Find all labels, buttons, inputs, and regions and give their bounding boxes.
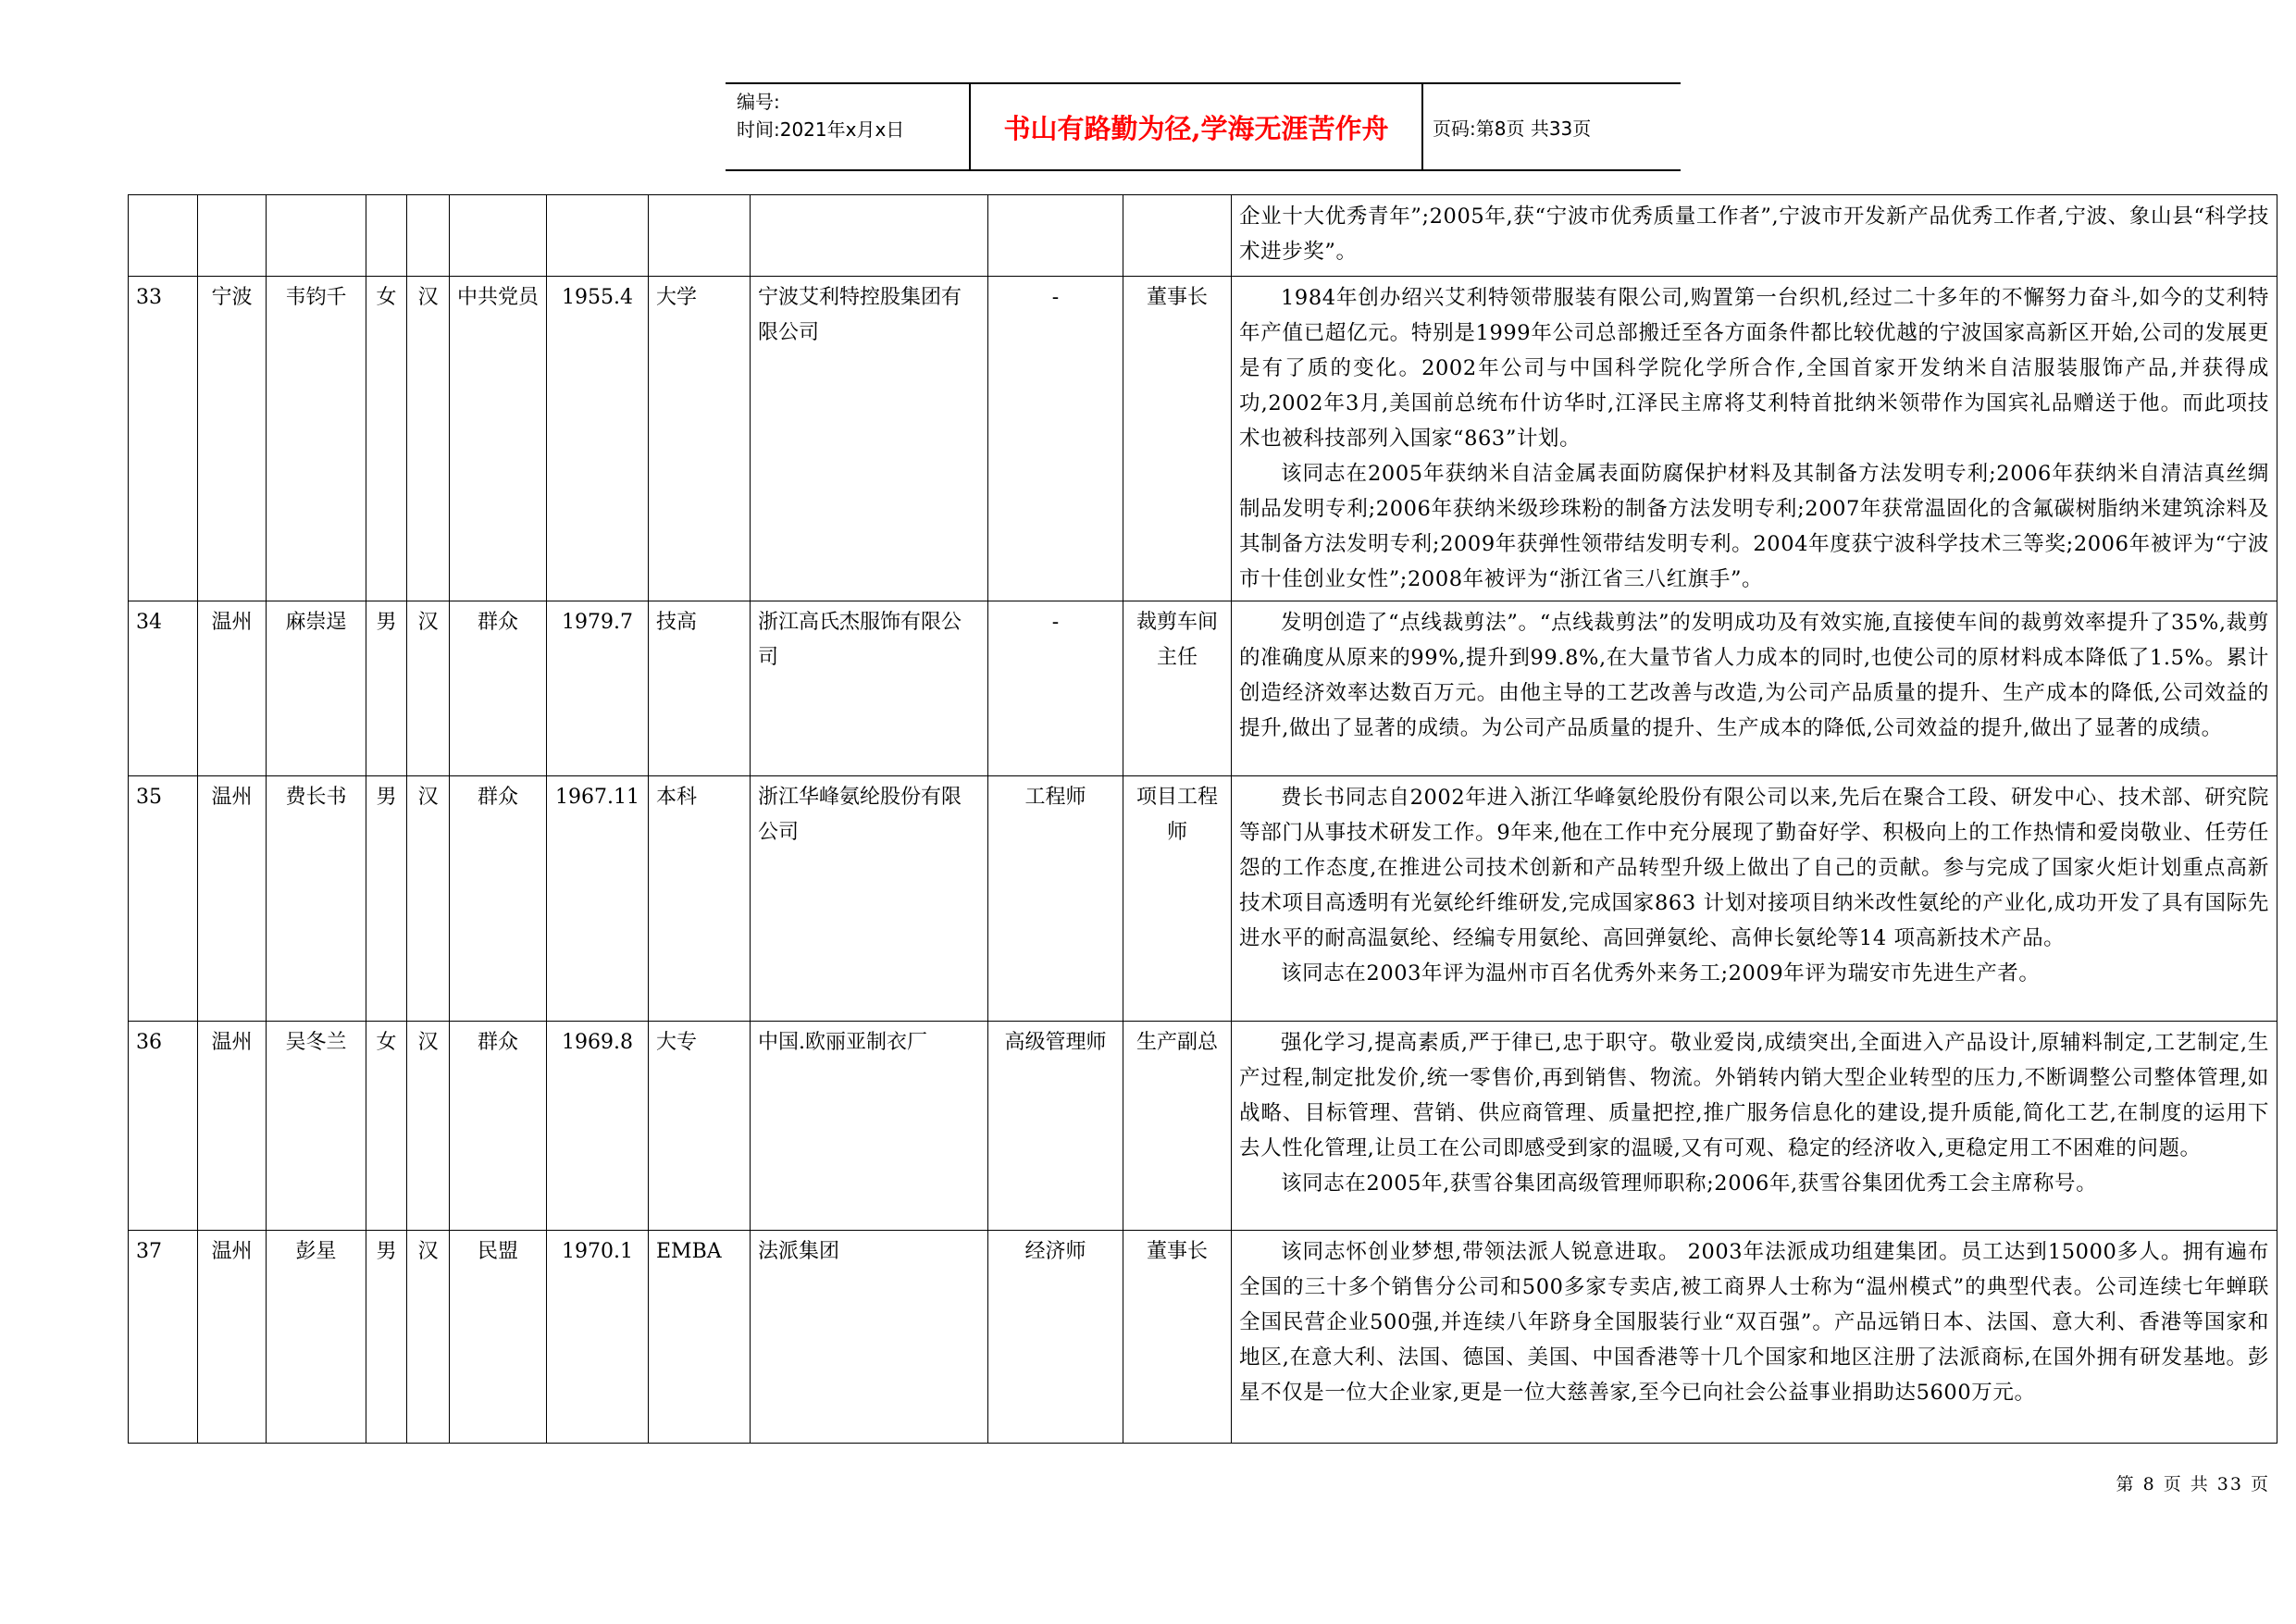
description-cell	[1232, 195, 2277, 277]
politics-cell: 群众	[450, 1022, 547, 1231]
education-cell: 本科	[649, 776, 751, 1022]
education-cell: 大专	[649, 1022, 751, 1231]
position-cell: 董事长	[1123, 277, 1232, 601]
page-label: 页码:第8页 共33页	[1433, 117, 1592, 140]
name-cell: 韦钧千	[267, 277, 366, 601]
gender-cell	[366, 195, 407, 277]
education-cell: 技高	[649, 601, 751, 776]
description-paragraph: 1984年创办绍兴艾利特领带服装有限公司,购置第一台织机,经过二十多年的不懈努力奋斗,如今的艾利特年产值已超亿元。特别是1999年公司总部搬迁至各方面条件都比较优越的宁波国家高新区开始,公司的发展更是有了质的变化。2002年公司与中国科学院化学所合作,全国首家开发纳米自洁服装服饰产品,并获得成功,2002年3月,美国前总统布什访华时,江泽民主席将艾利特首批纳米领带作为国宾礼品赠送于他。而此项技术也被科技部列入国家“863”计划。	[1239, 286, 2269, 451]
city-cell: 宁波	[198, 277, 267, 601]
description-cell	[1232, 1231, 2277, 1444]
row-number	[129, 195, 198, 277]
name-cell: 吴冬兰	[267, 1022, 366, 1231]
gender-cell: 男	[366, 1231, 407, 1444]
description-cell	[1232, 1022, 2277, 1231]
ethnicity-cell: 汉	[407, 601, 450, 776]
position-cell	[1123, 195, 1232, 277]
gender-cell: 男	[366, 776, 407, 1022]
description-paragraph: 该同志在2003年评为温州市百名优秀外来务工;2009年评为瑞安市先进生产者。	[1281, 961, 2041, 986]
title-cell: 工程师	[988, 776, 1123, 1022]
name-cell: 彭星	[267, 1231, 366, 1444]
city-cell: 温州	[198, 1022, 267, 1231]
company-cell	[751, 195, 988, 277]
position-cell: 生产副总	[1123, 1022, 1232, 1231]
title-cell: -	[988, 277, 1123, 601]
politics-cell: 民盟	[450, 1231, 547, 1444]
document-header	[726, 82, 1681, 171]
birth-cell: 1969.8	[547, 1022, 649, 1231]
education-cell	[649, 195, 751, 277]
ethnicity-cell: 汉	[407, 277, 450, 601]
table-row	[129, 601, 2277, 776]
description-paragraph: 费长书同志自2002年进入浙江华峰氨纶股份有限公司以来,先后在聚合工段、研发中心、技术部、研究院等部门从事技术研发工作。9年来,他在工作中充分展现了勤奋好学、积极向上的工作热情和爱岗敬业、任劳任怨的工作态度,在推进公司技术创新和产品转型升级上做出了自己的贡献。参与完成了国家火炬计划重点高新技术项目高透明有光氨纶纤维研发,完成国家863 计划对接项目纳米改性氨纶的产业化,成功开发了具有国际先进水平的耐高温氨纶、经编专用氨纶、高回弹氨纶、高伸长氨纶等14 项高新技术产品。	[1239, 786, 2269, 950]
row-number: 36	[129, 1022, 198, 1231]
table-row	[129, 1022, 2277, 1231]
description-paragraph: 该同志在2005年,获雪谷集团高级管理师职称;2006年,获雪谷集团优秀工会主席称号。	[1281, 1172, 2098, 1196]
birth-cell	[547, 195, 649, 277]
table-row	[129, 277, 2277, 601]
description-paragraph: 强化学习,提高素质,严于律已,忠于职守。敬业爱岗,成绩突出,全面进入产品设计,原辅料制定,工艺制定,生产过程,制定批发价,统一零售价,再到销售、物流。外销转内销大型企业转型的压力,不断调整公司整体管理,如战略、目标管理、营销、供应商管理、质量把控,推广服务信息化的建设,提升质能,简化工艺,在制度的运用下去人性化管理,让员工在公司即感受到家的温暖,又有可观、稳定的经济收入,更稳定用工不困难的问题。	[1239, 1031, 2269, 1160]
education-cell: 大学	[649, 277, 751, 601]
ethnicity-cell: 汉	[407, 1022, 450, 1231]
description-paragraph: 该同志怀创业梦想,带领法派人锐意进取。 2003年法派成功组建集团。员工达到15000多人。拥有遍布全国的三十多个销售分公司和500多家专卖店,被工商界人士称为“温州模式”的典型代表。公司连续七年蝉联全国民营企业500强,并连续八年跻身全国服装行业“双百强”。产品远销日本、法国、意大利、香港等国家和地区,在意大利、法国、德国、美国、中国香港等十几个国家和地区注册了法派商标,在国外拥有研发基地。彭星不仅是一位大企业家,更是一位大慈善家,至今已向社会公益事业捐助达5600万元。	[1239, 1240, 2269, 1405]
description-cell	[1232, 277, 2277, 601]
description-paragraph: 该同志在2005年获纳米自洁金属表面防腐保护材料及其制备方法发明专利;2006年获纳米自清洁真丝绸制品发明专利;2006年获纳米级珍珠粉的制备方法发明专利;2007年获常温固化的含氟碳树脂纳米建筑涂料及其制备方法发明专利;2009年获弹性领带结发明专利。2004年度获宁波科学技术三等奖;2006年被评为“宁波市十佳创业女性”;2008年被评为“浙江省三八红旗手”。	[1239, 462, 2269, 591]
company-cell: 法派集团	[751, 1231, 988, 1444]
name-cell: 麻崇逞	[267, 601, 366, 776]
ethnicity-cell: 汉	[407, 1231, 450, 1444]
description-paragraph: 发明创造了“点线裁剪法”。“点线裁剪法”的发明成功及有效实施,直接使车间的裁剪效率提升了35%,裁剪的准确度从原来的99%,提升到99.8%,在大量节省人力成本的同时,也使公司的原材料成本降低了1.5%。累计创造经济效率达数百万元。由他主导的工艺改善与改造,为公司产品质量的提升、生产成本的降低,公司效益的提升,做出了显著的成绩。为公司产品质量的提升、生产成本的降低,公司效益的提升,做出了显著的成绩。	[1239, 611, 2269, 740]
time-label: 时间:2021年x月x日	[737, 118, 905, 141]
page-footer: 第 8 页 共 33 页	[2116, 1474, 2270, 1494]
city-cell: 温州	[198, 776, 267, 1022]
ethnicity-cell: 汉	[407, 776, 450, 1022]
company-cell: 浙江高氏杰服饰有限公司	[751, 601, 988, 776]
education-cell: EMBA	[649, 1231, 751, 1444]
company-cell: 中国.欧丽亚制衣厂	[751, 1022, 988, 1231]
city-cell	[198, 195, 267, 277]
number-label: 编号:	[737, 91, 780, 113]
title-cell: 经济师	[988, 1231, 1123, 1444]
row-number: 35	[129, 776, 198, 1022]
position-cell: 项目工程师	[1123, 776, 1232, 1022]
position-cell: 董事长	[1123, 1231, 1232, 1444]
birth-cell: 1955.4	[547, 277, 649, 601]
table-row	[129, 1231, 2277, 1444]
description-cell	[1232, 601, 2277, 776]
birth-cell: 1967.11	[547, 776, 649, 1022]
name-cell	[267, 195, 366, 277]
name-cell: 费长书	[267, 776, 366, 1022]
ethnicity-cell	[407, 195, 450, 277]
position-cell: 裁剪车间主任	[1123, 601, 1232, 776]
table-row	[129, 776, 2277, 1022]
company-cell: 宁波艾利特控股集团有限公司	[751, 277, 988, 601]
company-cell: 浙江华峰氨纶股份有限公司	[751, 776, 988, 1022]
row-number: 33	[129, 277, 198, 601]
politics-cell	[450, 195, 547, 277]
motto: 书山有路勤为径,学海无涯苦作舟	[971, 84, 1423, 169]
title-cell	[988, 195, 1123, 277]
politics-cell: 群众	[450, 776, 547, 1022]
gender-cell: 女	[366, 277, 407, 601]
row-number: 34	[129, 601, 198, 776]
birth-cell: 1970.1	[547, 1231, 649, 1444]
city-cell: 温州	[198, 1231, 267, 1444]
personnel-table	[128, 194, 2277, 1444]
gender-cell: 女	[366, 1022, 407, 1231]
row-number: 37	[129, 1231, 198, 1444]
politics-cell: 中共党员	[450, 277, 547, 601]
table-row	[129, 195, 2277, 277]
description-cell	[1232, 776, 2277, 1022]
title-cell: -	[988, 601, 1123, 776]
title-cell: 高级管理师	[988, 1022, 1123, 1231]
politics-cell: 群众	[450, 601, 547, 776]
header-meta	[726, 84, 971, 169]
description-paragraph: 企业十大优秀青年”;2005年,获“宁波市优秀质量工作者”,宁波市开发新产品优秀工作者,宁波、象山县“科学技术进步奖”。	[1239, 205, 2269, 264]
gender-cell: 男	[366, 601, 407, 776]
city-cell: 温州	[198, 601, 267, 776]
birth-cell: 1979.7	[547, 601, 649, 776]
